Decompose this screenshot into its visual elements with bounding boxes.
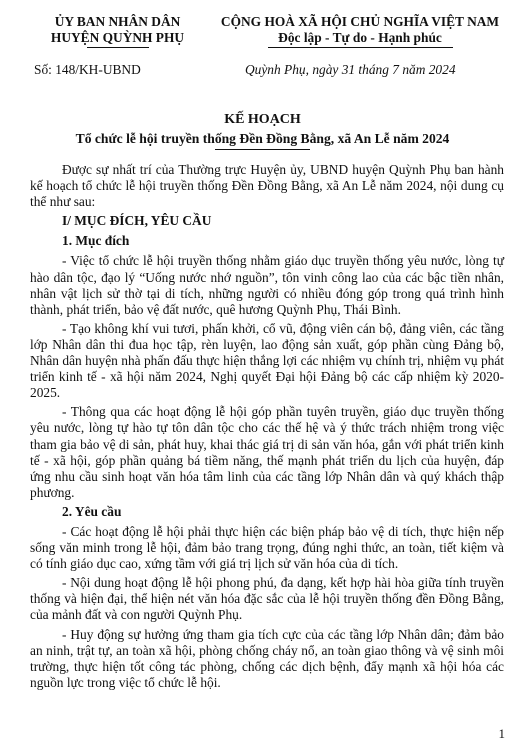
national-motto-block [210, 14, 510, 48]
subsection-heading-requirements: 2. Yêu cầu [62, 503, 122, 519]
purpose-paragraph: - Tạo không khí vui tươi, phấn khởi, cổ vũ, động viên cán bộ, đảng viên, các tầng lớp Nhân dân thi đua học tập, rèn luyện, lao động sản xuất, góp phần cùng Đảng bộ, Nhân dân huyện nhà phấn đấu thực hiện thắng lợi các nhiệm vụ chính trị, nhiệm vụ phát triển kinh tế - xã hội năm 2024, Nghị quyết Đại hội Đảng bộ các cấp nhiệm kỳ 2020-2025. [30, 320, 504, 401]
document-subtitle: Tổ chức lễ hội truyền thống Đền Đồng Bằng, xã An Lễ năm 2024 [75, 131, 450, 146]
purpose-paragraph: - Thông qua các hoạt động lễ hội góp phần tuyên truyền, giáo dục truyền thống yêu nước, lòng tự hào tự tôn dân tộc cho các thế hệ và ý thức trách nhiệm trong việc tham gia bảo vệ di sản, phát huy, khai thác giá trị di sản văn hóa, gắn với phát triển kinh tế - xã hội, góp phần quảng bá tiềm năng, thế mạnh phát triển du lịch của huyện, đáp ứng nhu cầu sinh hoạt văn hóa tâm linh của các tầng lớp Nhân dân và quý khách thập phương. [30, 404, 504, 500]
nation-name: CỘNG HOÀ XÃ HỘI CHỦ NGHĨA VIỆT NAM [220, 14, 500, 29]
issuer-block [30, 14, 205, 48]
document-title: KẾ HOẠCH [224, 112, 301, 127]
requirement-paragraph: - Các hoạt động lễ hội phải thực hiện các biện pháp bảo vệ di tích, thực hiện nếp sống văn minh trong lễ hội, đảm bảo trang trọng, đúng nghi thức, an toàn, tiết kiệm và có tính giáo dục cao, xứng tầm với giá trị lịch sử văn hóa của di tích. [30, 523, 504, 572]
motto-underline [268, 47, 453, 48]
document-number: Số: 148/KH-UBND [34, 62, 141, 77]
subsection-heading-purpose: 1. Mục đích [62, 233, 130, 249]
requirement-paragraph: - Nội dung hoạt động lễ hội phong phú, đa dạng, kết hợp hài hòa giữa tính truyền thống và hiện đại, thể hiện nét văn hóa đặc sắc của lễ hội truyền thống đền Đồng Bằng, của mảnh đất và con người Quỳnh Phụ. [30, 575, 504, 623]
issuer-line-1: ỦY BAN NHÂN DÂN [54, 14, 181, 29]
purpose-paragraph: - Việc tổ chức lễ hội truyền thống nhằm giáo dục truyền thống yêu nước, lòng tự hào dân tộc, đạo lý “Uống nước nhớ nguồn”, tôn vinh công lao của các bậc tiền nhân, nhân vật lịch sử thờ tại di tích, những người có nhiều đóng góp trong quá trình hình thành, phát triển, bảo vệ đất nước, quê hương Quỳnh Phụ, Thái Bình. [30, 253, 504, 317]
intro-paragraph: Được sự nhất trí của Thường trực Huyện ủy, UBND huyện Quỳnh Phụ ban hành kế hoạch tổ chức lễ hội truyền thống Đền Đồng Bằng, xã An Lễ năm 2024, nội dung cụ thể như sau: [30, 162, 504, 210]
requirement-paragraph: - Huy động sự hưởng ứng tham gia tích cực của các tầng lớp Nhân dân; đảm bảo an ninh, trật tự, an toàn xã hội, phòng chống cháy nổ, an toàn giao thông và vệ sinh môi trường, thực hiện tốt công tác phòng, chống các dịch bệnh, đẩy mạnh xã hội hóa các nguồn lực trong việc tổ chức lễ hội. [30, 626, 504, 690]
issuer-line-2: HUYỆN QUỲNH PHỤ [50, 30, 185, 45]
section-heading: I/ MỤC ĐÍCH, YÊU CẦU [62, 213, 212, 229]
issuer-underline [87, 47, 149, 48]
title-underline [215, 149, 310, 150]
page-number: 1 [498, 726, 505, 741]
document-date: Quỳnh Phụ, ngày 31 tháng 7 năm 2024 [245, 62, 456, 77]
motto: Độc lập - Tự do - Hạnh phúc [278, 30, 442, 45]
document-body [30, 162, 504, 694]
